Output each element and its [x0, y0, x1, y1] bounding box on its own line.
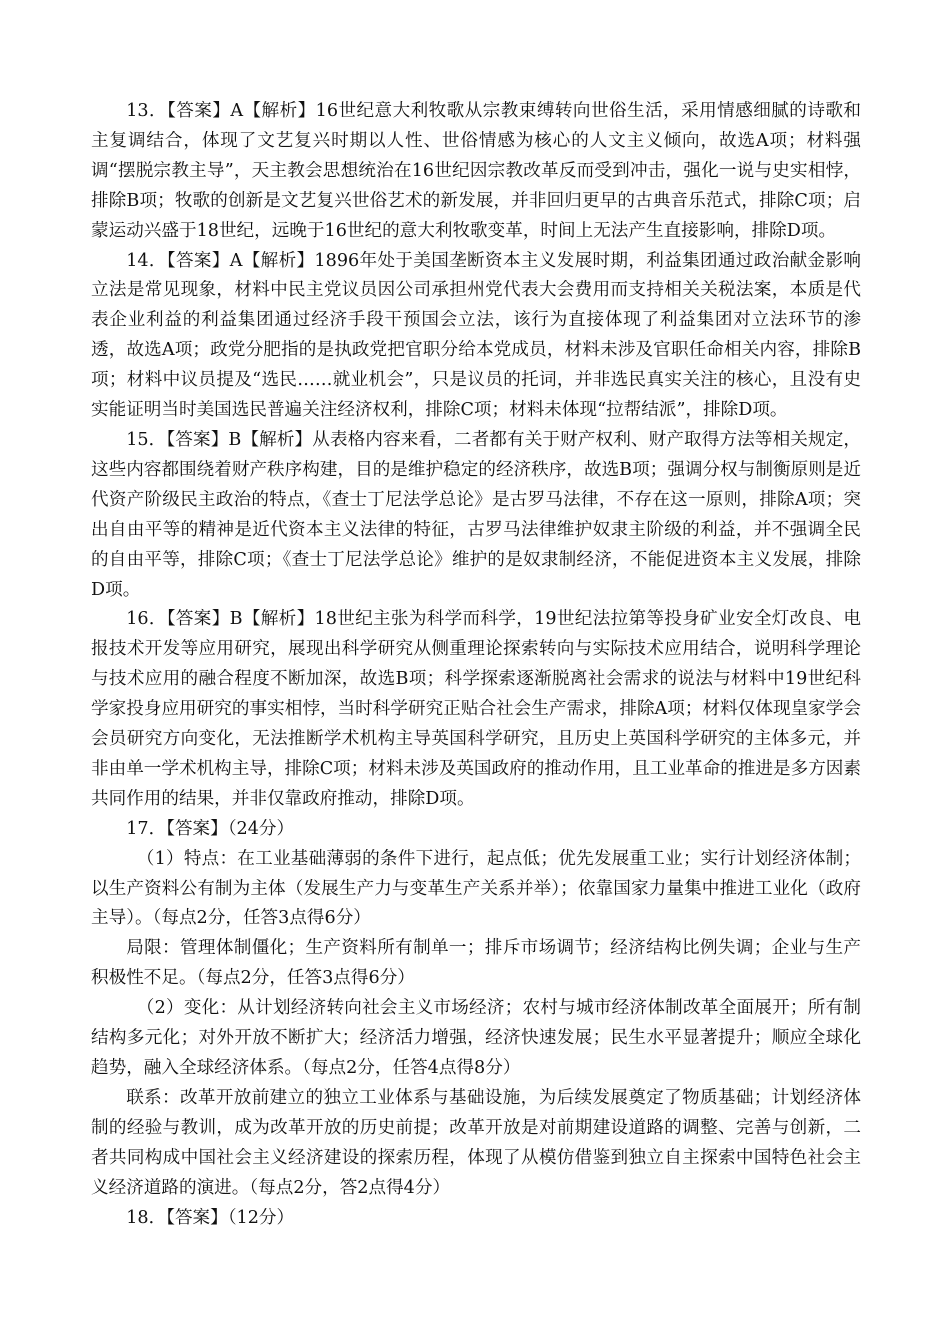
- answer-18-heading: 18．【答案】（12分）: [126, 1207, 295, 1228]
- answer-17-part2-changes: （2）变化：从计划经济转向社会主义市场经济；农村与城市经济体制改革全面展开；所有制结构多元化；对外开放不断扩大；经济活力增强，经济快速发展；民生水平显著提升；顺应全球化趋势，融入全球经济体系。（每点2分，任答4点得8分）: [91, 998, 861, 1078]
- answer-13-paragraph: 13．【答案】A【解析】16世纪意大利牧歌从宗教束缚转向世俗生活，采用情感细腻的诗歌和主复调结合，体现了文艺复兴时期以人性、世俗情感为核心的人文主义倾向，故选A项；材料强调“摆脱宗教主导”，天主教会思想统治在16世纪因宗教改革反而受到冲击，强化一说与史实相悖，排除B项；牧歌的创新是文艺复兴世俗艺术的新发展，并非回归更早的古典音乐范式，排除C项；启蒙运动兴盛于18世纪，远晚于16世纪的意大利牧歌变革，时间上无法产生直接影响，排除D项。: [91, 101, 861, 241]
- answer-14-paragraph: 14．【答案】A【解析】1896年处于美国垄断资本主义发展时期，利益集团通过政治献金影响立法是常见现象，材料中民主党议员因公司承担州党代表大会费用而支持相关关税法案，本质是代表企业利益的利益集团通过经济手段干预国会立法，该行为直接体现了利益集团对立法环节的渗透，故选A项；政党分肥指的是执政党把官职分给本党成员，材料未涉及官职任命相关内容，排除B项；材料中议员提及“选民……就业机会”，只是议员的托词，并非选民真实关注的核心，且没有史实能证明当时美国选民普遍关注经济权利，排除C项；材料未体现“拉帮结派”，排除D项。: [91, 250, 861, 421]
- answer-17-part2-connection: 联系：改革开放前建立的独立工业体系与基础设施，为后续发展奠定了物质基础；计划经济体制的经验与教训，成为改革开放的历史前提；改革开放是对前期建设道路的调整、完善与创新，二者共同构成中国社会主义经济建设的探索历程，体现了从模仿借鉴到独立自主探索中国特色社会主义经济道路的演进。（每点2分，答2点得4分）: [91, 1087, 861, 1198]
- answer-15-paragraph: 15．【答案】B【解析】从表格内容来看，二者都有关于财产权利、财产取得方法等相关规定，这些内容都围绕着财产秩序构建，目的是维护稳定的经济秩序，故选B项；强调分权与制衡原则是近代资产阶级民主政治的特点，《查士丁尼法学总论》是古罗马法律，不存在这一原则，排除A项；突出自由平等的精神是近代资本主义法律的特征，古罗马法律维护奴隶主阶级的利益，并不强调全民的自由平等，排除C项；《查士丁尼法学总论》维护的是奴隶制经济，不能促进资本主义发展，排除D项。: [91, 429, 861, 600]
- answer-16-paragraph: 16．【答案】B【解析】18世纪主张为科学而科学，19世纪法拉第等投身矿业安全灯改良、电报技术开发等应用研究，展现出科学研究从侧重理论探索转向与实际技术应用结合，说明科学理论与技术应用的融合程度不断加深，故选B项；科学探索逐渐脱离社会需求的说法与材料中19世纪科学家投身应用研究的事实相悖，当时科学研究正贴合社会生产需求，排除A项；材料仅体现皇家学会会员研究方向变化，无法推断学术机构主导英国科学研究，且历史上英国科学研究的主体多元，并非由单一学术机构主导，排除C项；材料未涉及英国政府的推动作用，且工业革命的推进是多方因素共同作用的结果，并非仅靠政府推动，排除D项。: [91, 609, 861, 809]
- answer-document: [91, 97, 861, 1233]
- answer-17-part1-limitations: 局限：管理体制僵化；生产资料所有制单一；排斥市场调节；经济结构比例失调；企业与生产积极性不足。（每点2分，任答3点得6分）: [91, 938, 861, 989]
- answer-17-heading: 17．【答案】（24分）: [126, 818, 295, 839]
- answer-17-part1-features: （1）特点：在工业基础薄弱的条件下进行，起点低；优先发展重工业；实行计划经济体制；以生产资料公有制为主体（发展生产力与变革生产关系并举）；依靠国家力量集中推进工业化（政府主导）。（每点2分，任答3点得6分）: [91, 848, 861, 929]
